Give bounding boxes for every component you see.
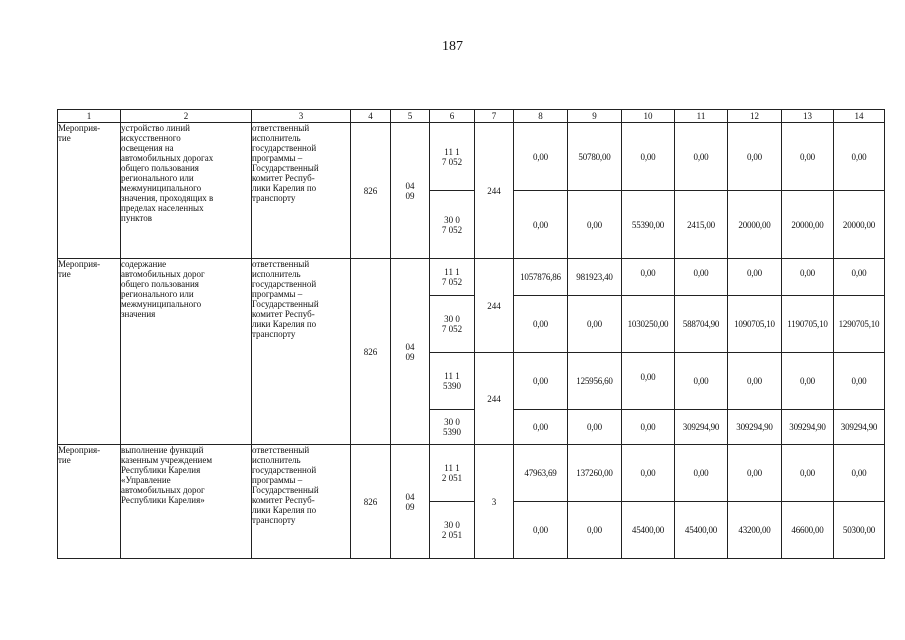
value-cell: 125956,60 bbox=[568, 353, 622, 410]
grbs-code: 826 bbox=[351, 445, 391, 559]
grbs-code: 826 bbox=[351, 123, 391, 259]
value-cell: 0,00 bbox=[622, 410, 675, 445]
page-number: 187 bbox=[442, 39, 463, 54]
col-header: 9 bbox=[568, 110, 622, 123]
value-cell: 43200,00 bbox=[728, 502, 782, 559]
value-cell: 0,00 bbox=[514, 296, 568, 353]
col-header: 8 bbox=[514, 110, 568, 123]
value-cell: 981923,40 bbox=[568, 259, 622, 296]
col-header: 10 bbox=[622, 110, 675, 123]
value-cell: 0,00 bbox=[622, 123, 675, 191]
value-cell: 0,00 bbox=[834, 353, 885, 410]
csr-code: 30 0 7 052 bbox=[430, 296, 475, 353]
vr-code: 244 bbox=[475, 353, 514, 445]
value-cell: 1190705,10 bbox=[782, 296, 834, 353]
value-cell: 0,00 bbox=[782, 123, 834, 191]
value-cell: 20000,00 bbox=[782, 191, 834, 259]
col-header: 3 bbox=[252, 110, 351, 123]
value-cell: 1090705,10 bbox=[728, 296, 782, 353]
col-header: 12 bbox=[728, 110, 782, 123]
value-cell: 137260,00 bbox=[568, 445, 622, 502]
col-header: 7 bbox=[475, 110, 514, 123]
col-header: 13 bbox=[782, 110, 834, 123]
value-cell: 45400,00 bbox=[675, 502, 728, 559]
value-cell: 0,00 bbox=[782, 353, 834, 410]
table-row bbox=[58, 445, 885, 502]
value-cell: 1030250,00 bbox=[622, 296, 675, 353]
executor: ответственный исполнитель государственной программы – Государственный комитет Респуб- лики Карелия по транспорту bbox=[252, 445, 351, 559]
value-cell: 0,00 bbox=[568, 191, 622, 259]
col-header: 1 bbox=[58, 110, 121, 123]
grbs-code: 826 bbox=[351, 259, 391, 445]
value-cell: 20000,00 bbox=[728, 191, 782, 259]
value-cell: 0,00 bbox=[514, 123, 568, 191]
value-cell: 0,00 bbox=[728, 123, 782, 191]
value-cell: 0,00 bbox=[514, 191, 568, 259]
rzpr-code: 04 09 bbox=[391, 259, 430, 445]
col-header: 4 bbox=[351, 110, 391, 123]
value-cell: 47963,69 bbox=[514, 445, 568, 502]
value-cell: 0,00 bbox=[675, 259, 728, 296]
col-header: 11 bbox=[675, 110, 728, 123]
activity-name: выполнение функций казенным учреждением Республики Карелия «Управление автомобильных дорог Республики Карелия» bbox=[121, 445, 252, 559]
value-cell: 0,00 bbox=[728, 353, 782, 410]
value-cell: 0,00 bbox=[728, 445, 782, 502]
activity-name: содержание автомобильных дорог общего пользования регионального или межмуниципального значения bbox=[121, 259, 252, 445]
value-cell: 1290705,10 bbox=[834, 296, 885, 353]
csr-code: 11 1 2 051 bbox=[430, 445, 475, 502]
value-cell: 0,00 bbox=[675, 123, 728, 191]
value-cell: 309294,90 bbox=[675, 410, 728, 445]
value-cell: 0,00 bbox=[622, 445, 675, 502]
table-row bbox=[58, 123, 885, 191]
csr-code: 11 1 7 052 bbox=[430, 123, 475, 191]
value-cell: 46600,00 bbox=[782, 502, 834, 559]
value-cell: 0,00 bbox=[675, 445, 728, 502]
value-cell: 0,00 bbox=[782, 259, 834, 296]
value-cell: 0,00 bbox=[514, 410, 568, 445]
value-cell: 0,00 bbox=[622, 259, 675, 296]
value-cell: 309294,90 bbox=[782, 410, 834, 445]
header-row bbox=[58, 110, 885, 123]
value-cell: 0,00 bbox=[728, 259, 782, 296]
row-type: Мероприя- тие bbox=[58, 259, 121, 445]
col-header: 5 bbox=[391, 110, 430, 123]
csr-code: 30 0 2 051 bbox=[430, 502, 475, 559]
csr-code: 11 1 5390 bbox=[430, 353, 475, 410]
executor: ответственный исполнитель государственной программы – Государственный комитет Респуб- лики Карелия по транспорту bbox=[252, 259, 351, 445]
value-cell: 0,00 bbox=[622, 353, 675, 410]
value-cell: 1057876,86 bbox=[514, 259, 568, 296]
value-cell: 20000,00 bbox=[834, 191, 885, 259]
budget-table bbox=[57, 109, 885, 559]
value-cell: 0,00 bbox=[514, 353, 568, 410]
activity-name: устройство линий искусственного освещения на автомобильных дорогах общего пользования регионального или межмуниципального значения, проходящих в пределах населенных пунктов bbox=[121, 123, 252, 259]
value-cell: 0,00 bbox=[568, 410, 622, 445]
table-row bbox=[58, 259, 885, 296]
value-cell: 309294,90 bbox=[834, 410, 885, 445]
value-cell: 0,00 bbox=[568, 296, 622, 353]
vr-code: 244 bbox=[475, 259, 514, 353]
value-cell: 50780,00 bbox=[568, 123, 622, 191]
csr-code: 11 1 7 052 bbox=[430, 259, 475, 296]
value-cell: 45400,00 bbox=[622, 502, 675, 559]
value-cell: 0,00 bbox=[834, 445, 885, 502]
value-cell: 0,00 bbox=[514, 502, 568, 559]
value-cell: 0,00 bbox=[834, 123, 885, 191]
value-cell: 0,00 bbox=[782, 445, 834, 502]
vr-code: 3 bbox=[475, 445, 514, 559]
value-cell: 309294,90 bbox=[728, 410, 782, 445]
value-cell: 0,00 bbox=[675, 353, 728, 410]
row-type: Мероприя- тие bbox=[58, 123, 121, 259]
rzpr-code: 04 09 bbox=[391, 445, 430, 559]
rzpr-code: 04 09 bbox=[391, 123, 430, 259]
value-cell: 0,00 bbox=[568, 502, 622, 559]
value-cell: 2415,00 bbox=[675, 191, 728, 259]
csr-code: 30 0 5390 bbox=[430, 410, 475, 445]
csr-code: 30 0 7 052 bbox=[430, 191, 475, 259]
executor: ответственный исполнитель государственной программы – Государственный комитет Респуб- лики Карелия по транспорту bbox=[252, 123, 351, 259]
row-type: Мероприя- тие bbox=[58, 445, 121, 559]
col-header: 2 bbox=[121, 110, 252, 123]
col-header: 14 bbox=[834, 110, 885, 123]
value-cell: 50300,00 bbox=[834, 502, 885, 559]
value-cell: 55390,00 bbox=[622, 191, 675, 259]
col-header: 6 bbox=[430, 110, 475, 123]
value-cell: 0,00 bbox=[834, 259, 885, 296]
vr-code: 244 bbox=[475, 123, 514, 259]
value-cell: 588704,90 bbox=[675, 296, 728, 353]
